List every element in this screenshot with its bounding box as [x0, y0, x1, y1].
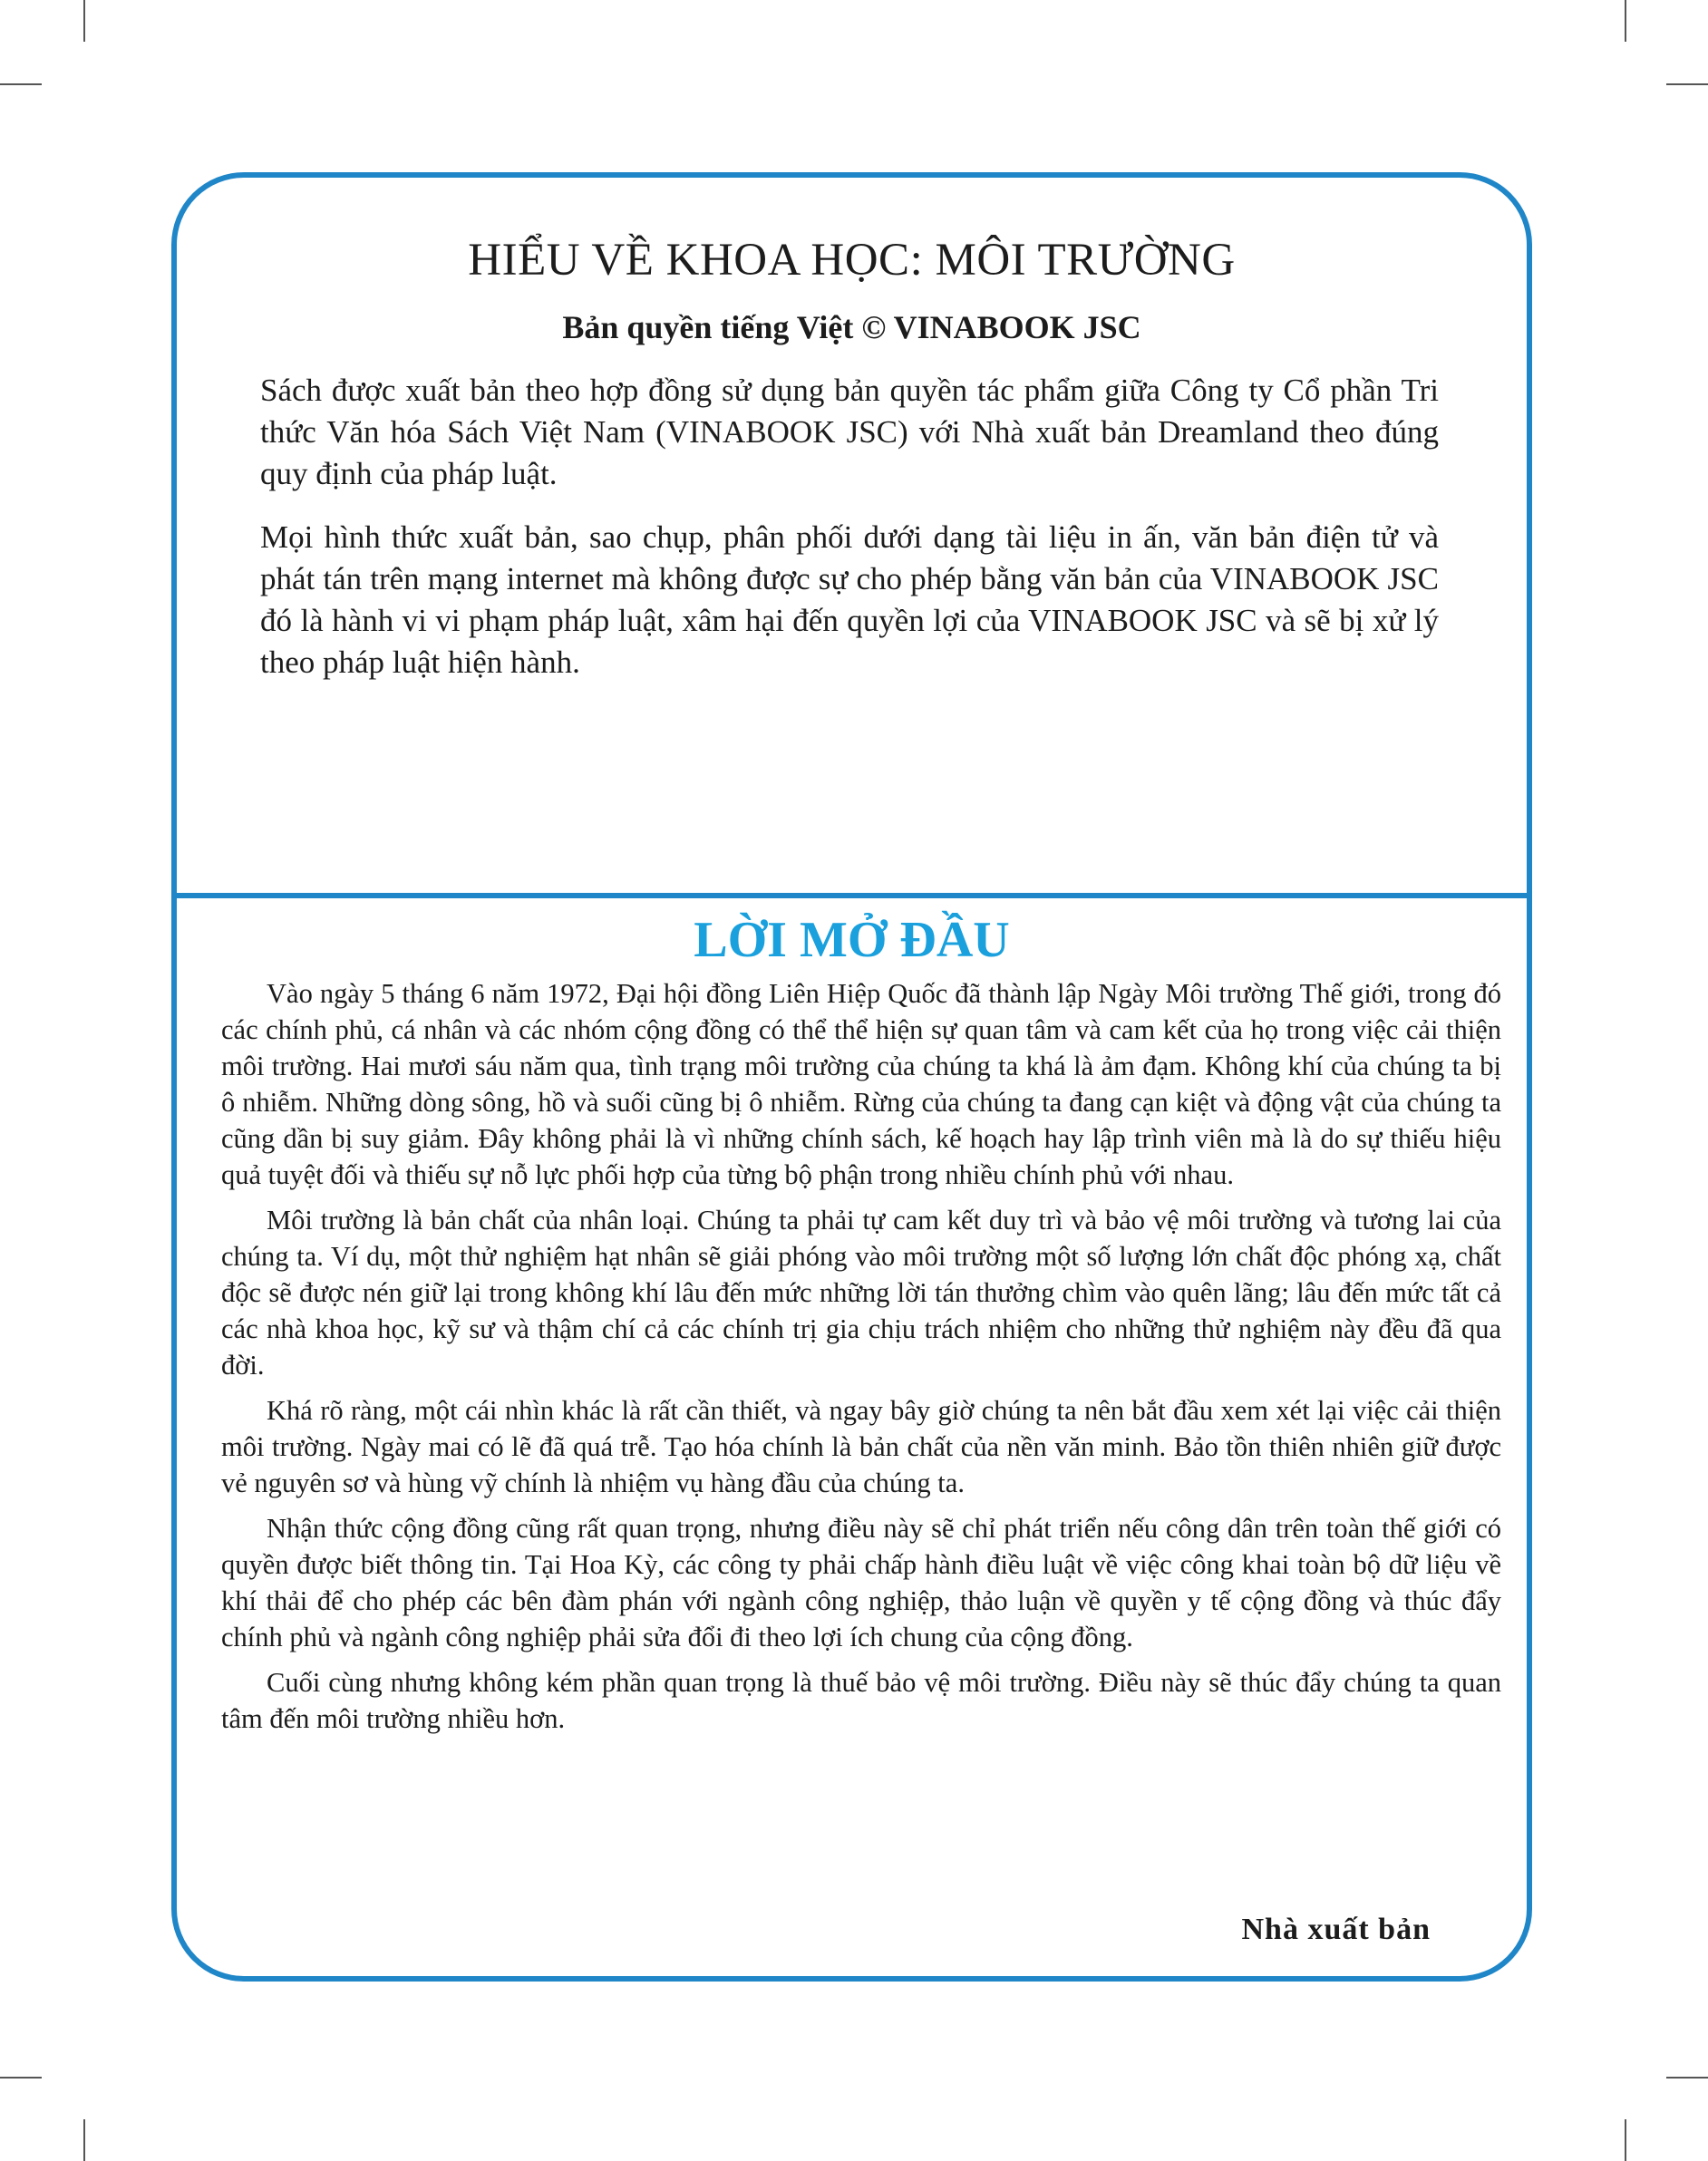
foreword-body: [221, 975, 1501, 1746]
copyright-notice-paragraph: Sách được xuất bản theo hợp đồng sử dụng bản quyền tác phẩm giữa Công ty Cổ phần Tri thức Văn hóa Sách Việt Nam (VINABOOK JSC) với Nhà xuất bản Dreamland theo đúng quy định của pháp luật.: [260, 373, 1439, 491]
crop-mark: [1625, 0, 1626, 42]
book-title: HIỂU VỀ KHOA HỌC: MÔI TRƯỜNG: [468, 235, 1236, 286]
copyright-line: Bản quyền tiếng Việt © VINABOOK JSC: [562, 309, 1141, 345]
section-divider: [171, 893, 1532, 898]
copyright-notice-paragraph: Mọi hình thức xuất bản, sao chụp, phân phối dưới dạng tài liệu in ấn, văn bản điện tử và phát tán trên mạng internet mà không được sự cho phép bằng văn bản của VINABOOK JSC đó là hành vi vi phạm pháp luật, xâm hại đến quyền lợi của VINABOOK JSC và sẽ bị xử lý theo pháp luật hiện hành.: [260, 519, 1439, 680]
crop-mark: [83, 2119, 85, 2161]
crop-mark: [0, 2077, 42, 2079]
crop-mark: [83, 0, 85, 42]
foreword-paragraph: Khá rõ ràng, một cái nhìn khác là rất cần thiết, và ngay bây giờ chúng ta nên bắt đầu xem xét lại việc cải thiện môi trường. Ngày mai có lẽ đã quá trễ. Tạo hóa chính là bản chất của nền văn minh. Bảo tồn thiên nhiên giữ được vẻ nguyên sơ và hùng vỹ chính là nhiệm vụ hàng đầu của chúng ta.: [221, 1395, 1501, 1498]
crop-mark: [1625, 2119, 1626, 2161]
foreword-paragraph: Cuối cùng nhưng không kém phần quan trọng là thuế bảo vệ môi trường. Điều này sẽ thúc đẩy chúng ta quan tâm đến môi trường nhiều hơn.: [221, 1667, 1501, 1734]
foreword-paragraph: Nhận thức cộng đồng cũng rất quan trọng, nhưng điều này sẽ chỉ phát triển nếu công dân trên toàn thế giới có quyền được biết thông tin. Tại Hoa Kỳ, các công ty phải chấp hành điều luật về việc công khai toàn bộ dữ liệu về khí thải để cho phép các bên đàm phán với ngành công nghiệp, thảo luận về quyền y tế cộng đồng và thúc đẩy chính phủ và ngành công nghiệp phải sửa đổi đi theo lợi ích chung của cộng đồng.: [221, 1513, 1501, 1652]
foreword-paragraph: Môi trường là bản chất của nhân loại. Chúng ta phải tự cam kết duy trì và bảo vệ môi trường và tương lai của chúng ta. Ví dụ, một thử nghiệm hạt nhân sẽ giải phóng vào môi trường một số lượng lớn chất độc phóng xạ, chất độc sẽ được nén giữ lại trong không khí lâu đến mức những lời tán thưởng chìm vào quên lãng; lâu đến mức tất cả các nhà khoa học, kỹ sư và thậm chí cả các chính trị gia chịu trách nhiệm cho những thử nghiệm này đều đã qua đời.: [221, 1205, 1501, 1381]
crop-mark: [1666, 83, 1708, 85]
publisher-signature: Nhà xuất bản: [1241, 1913, 1431, 1946]
crop-mark: [0, 83, 42, 85]
foreword-paragraph: Vào ngày 5 tháng 6 năm 1972, Đại hội đồng Liên Hiệp Quốc đã thành lập Ngày Môi trường Thế giới, trong đó các chính phủ, cá nhân và các nhóm cộng đồng có thể thể hiện sự quan tâm và cam kết của họ trong việc cải thiện môi trường. Hai mươi sáu năm qua, tình trạng môi trường của chúng ta khá là ảm đạm. Không khí của chúng ta bị ô nhiễm. Những dòng sông, hồ và suối cũng bị ô nhiễm. Rừng của chúng ta đang cạn kiệt và động vật của chúng ta cũng dần bị suy giảm. Đây không phải là vì những chính sách, kế hoạch hay lập trình viên mà là do sự thiếu hiệu quả tuyệt đối và thiếu sự nỗ lực phối hợp của từng bộ phận trong nhiều chính phủ với nhau.: [221, 978, 1501, 1190]
foreword-title: LỜI MỞ ĐẦU: [694, 912, 1010, 968]
crop-mark: [1666, 2077, 1708, 2079]
